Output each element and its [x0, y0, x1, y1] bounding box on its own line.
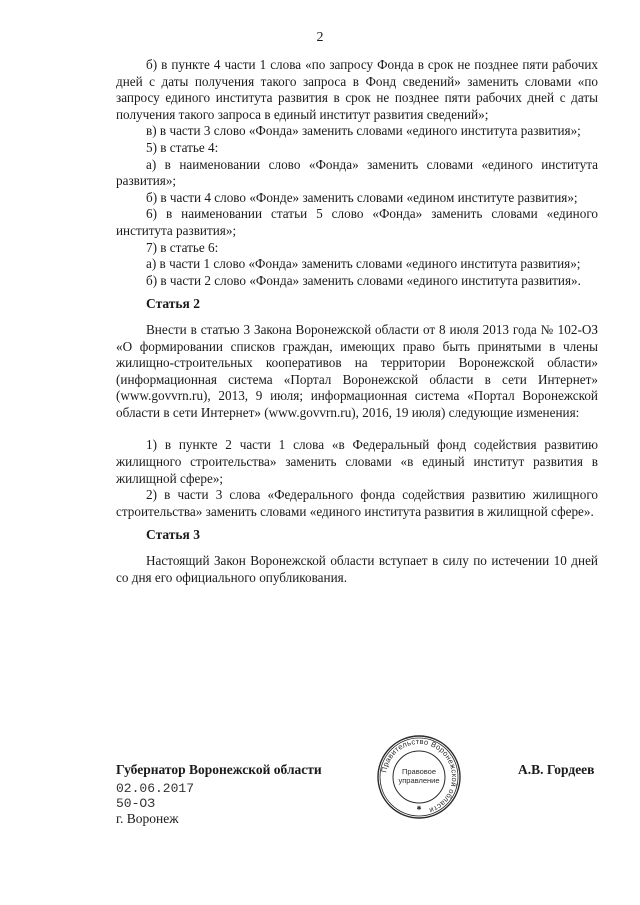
official-seal-stamp [376, 734, 462, 820]
spacer [116, 421, 598, 437]
governor-name: А.В. Гордеев [518, 762, 595, 777]
law-date: 02.06.2017 [116, 781, 195, 796]
paragraph: 6) в наименовании статьи 5 слово «Фонда» заменить словами «единого института развития»; [116, 206, 598, 238]
page-number: 2 [316, 30, 324, 45]
paragraph: в) в части 3 слово «Фонда» заменить словами «единого института развития»; [146, 123, 581, 139]
article-2-intro: Внести в статью 3 Закона Воронежской области от 8 июля 2013 года № 102-ОЗ «О формировании списков граждан, имеющих право быть принятыми в члены жилищно-строительных кооперативов на территории Воронежской области» (информационная система «Портал Воронежской области в сети Интернет» (www.govvrn.ru), 2013, 9 июля; информационная система «Портал Воронежской области в сети Интернет» (www.govvrn.ru), 2016, 19 июля) следующие изменения: [116, 321, 598, 420]
svg-text:✱: ✱ [416, 805, 422, 812]
paragraph: б) в пункте 4 части 1 слова «по запросу Фонда в срок не позднее пяти рабочих дней с даты получения такого запроса в Фонд сведений» заменить словами «по запросу единого института развития в срок не позднее пяти рабочих дней с даты получения такого запроса в единый институт развития сведений»; [116, 57, 598, 122]
paragraph: б) в части 4 слово «Фонде» заменить словами «едином институте развития»; [146, 189, 578, 205]
paragraph: б) в части 2 слово «Фонда» заменить словами «единого института развития». [146, 272, 581, 288]
document-body [116, 57, 598, 586]
article-2-heading: Статья 2 [146, 296, 200, 312]
paragraph: 5) в статье 4: [146, 139, 219, 155]
svg-text:управление: управление [398, 776, 440, 785]
article-3-heading: Статья 3 [146, 527, 200, 543]
article-2-item: 1) в пункте 2 части 1 слова «в Федеральный фонд содействия развитию жилищного строительства» заменить словами «в единый институт развития в жилищной сфере»; [116, 437, 598, 486]
article-3-text: Настоящий Закон Воронежской области вступает в силу по истечении 10 дней со дня его официального опубликования. [116, 553, 598, 585]
paragraph: 7) в статье 6: [146, 239, 219, 255]
paragraph: а) в части 1 слово «Фонда» заменить словами «единого института развития»; [146, 256, 581, 272]
svg-text:Правительство Воронежской обла: Правительство Воронежской области [379, 736, 460, 816]
article-2-item: 2) в части 3 слова «Федерального фонда содействия развитию жилищного строительства» заменить словами «единого института развития в жилищной сфере». [116, 487, 598, 519]
governor-title: Губернатор Воронежской области [116, 762, 322, 777]
law-number: 50-ОЗ [116, 796, 156, 811]
paragraph: а) в наименовании слово «Фонда» заменить словами «единого института развития»; [116, 156, 598, 189]
law-city: г. Воронеж [116, 811, 179, 826]
svg-text:Правовое: Правовое [401, 767, 437, 776]
